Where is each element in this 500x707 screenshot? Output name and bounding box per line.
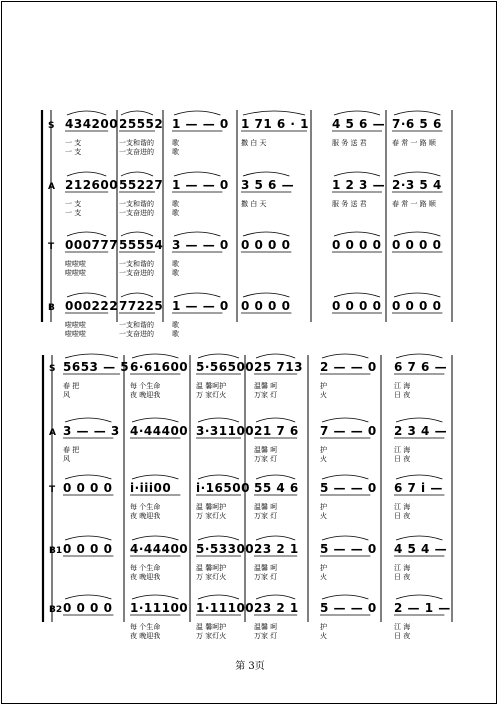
measure-notes: 55554 (119, 238, 164, 252)
lyric-text: 歌 (172, 148, 179, 156)
lyric-text: 万 家灯火 (196, 512, 227, 520)
measure-notes: 0 0 0 0 (392, 238, 442, 252)
measure-notes: 5 — — 0 (320, 542, 377, 556)
measure-notes: 5653 — 5 (63, 360, 130, 374)
measure-notes: 3·31100 (196, 424, 255, 438)
lyric-text: 护 (320, 503, 327, 511)
lyric-text: 歌 (172, 139, 179, 147)
measure-notes: 212600 (65, 178, 119, 192)
lyric-text: 火 (320, 632, 327, 640)
slur-arc (121, 111, 153, 115)
slur-arc (243, 232, 289, 236)
lyric-text: 春 把 (63, 382, 80, 390)
slur-arc (132, 418, 178, 422)
lyric-text: 夜 晚迎我 (130, 391, 161, 399)
measure-notes: 6·61600 (130, 360, 189, 374)
measure-notes: 3 — — 0 (172, 238, 229, 252)
lyric-text: 歌 (172, 321, 179, 329)
lyric-text: 温馨 呵 (254, 382, 278, 390)
measure-notes: 2·3 5 4 (392, 178, 442, 192)
lyric-text: 每 个生命 (130, 382, 161, 390)
part-label: T (49, 485, 56, 495)
lyric-text: 一 支 (65, 148, 82, 156)
lyric-text: 护 (320, 382, 327, 390)
lyric-text: 春 常 一 路 顺 (392, 139, 436, 147)
slur-arc (322, 595, 368, 599)
lyric-text: 护 (320, 564, 327, 572)
part-label: A (49, 428, 56, 438)
slur-arc (334, 111, 380, 115)
lyric-text: 每 个生命 (130, 623, 161, 631)
slur-arc (256, 354, 295, 358)
lyric-text: 温 馨呵护 (196, 503, 227, 511)
lyric-text: 服 务 送 君 (332, 200, 367, 208)
measure-notes: 1 — — 0 (172, 178, 229, 192)
measure-notes: 23 2 1 (254, 601, 299, 615)
page-number: 第 3页 (235, 661, 265, 672)
lyric-text: 温 馨呵护 (196, 382, 227, 390)
slur-arc (198, 595, 239, 599)
part-label: B1 (49, 546, 63, 556)
lyric-text: 撒 白 天 (241, 200, 267, 208)
slur-arc (67, 293, 106, 297)
slur-arc (334, 232, 380, 236)
lyric-text: 一 支 (65, 139, 82, 147)
lyric-text: 火 (320, 455, 327, 463)
slur-arc (174, 111, 220, 115)
measure-notes: 1 — — 0 (172, 117, 229, 131)
measure-notes: 55 4 6 (254, 481, 299, 495)
slur-arc (322, 418, 368, 422)
lyric-text: 一支和谐的 (119, 200, 154, 208)
measure-notes: 3 5 6 — (241, 178, 295, 192)
slur-arc (322, 475, 368, 479)
lyric-text: 一支和谐的 (119, 260, 154, 268)
lyric-text: 每 个生命 (130, 503, 161, 511)
slur-arc (65, 354, 118, 358)
lyric-text: 万家 灯 (254, 391, 278, 399)
slur-arc (174, 232, 220, 236)
lyric-text: 江 海 (394, 564, 411, 572)
lyric-text: 温馨 呵 (254, 446, 278, 454)
slur-arc (121, 293, 153, 297)
slur-arc (394, 232, 440, 236)
lyric-text: 江 海 (394, 446, 411, 454)
measure-notes: 7 — — 0 (320, 424, 377, 438)
lyric-text: 一支奋进的 (119, 330, 154, 338)
measure-notes: 2 — 1 — (394, 601, 451, 615)
measure-notes: 0 0 0 0 (332, 299, 382, 313)
slur-arc (256, 418, 295, 422)
measure-notes: 5 — — 0 (320, 601, 377, 615)
lyric-text: 一支奋进的 (119, 269, 154, 277)
measure-notes: 1 71 6 · 1 (241, 117, 310, 131)
measure-notes: 0 0 0 0 (332, 238, 382, 252)
measure-notes: 3 — — 3 (63, 424, 120, 438)
slur-arc (394, 111, 440, 115)
measure-notes: 2 — — 0 (320, 360, 377, 374)
measure-notes: 23 2 1 (254, 542, 299, 556)
measure-notes: i·iii00 (130, 481, 172, 495)
slur-arc (67, 172, 106, 176)
slur-arc (67, 111, 106, 115)
measure-notes: 55227 (119, 178, 164, 192)
lyric-text: 日 夜 (394, 632, 411, 640)
measure-notes: 1 — — 0 (172, 299, 229, 313)
measure-notes: 1·11100 (196, 601, 255, 615)
slur-arc (256, 475, 295, 479)
measure-notes: 4·44400 (130, 542, 189, 556)
slur-arc (394, 172, 440, 176)
lyric-text: 护 (320, 623, 327, 631)
part-label: B (48, 303, 55, 313)
lyric-text: 火 (320, 573, 327, 581)
measure-notes: 25552 (119, 117, 164, 131)
slur-arc (174, 293, 220, 297)
slur-arc (243, 172, 289, 176)
measure-notes: 0 0 0 0 (63, 481, 113, 495)
measure-notes: 0 0 0 0 (63, 542, 113, 556)
measure-notes: 000777 (65, 238, 119, 252)
slur-arc (65, 595, 111, 599)
part-label: T (48, 242, 55, 252)
lyric-text: 夜 晚迎我 (130, 632, 161, 640)
measure-notes: 21 7 6 (254, 424, 299, 438)
slur-arc (65, 475, 111, 479)
lyric-text: 歌 (172, 330, 179, 338)
slur-arc (132, 536, 178, 540)
measure-notes: 6 7 i — (394, 481, 443, 495)
lyric-text: 温馨 呵 (254, 503, 278, 511)
slur-arc (132, 475, 178, 479)
lyric-text: 风 (63, 391, 70, 399)
slur-arc (121, 232, 153, 236)
lyric-text: 温 馨呵护 (196, 623, 227, 631)
slur-arc (198, 418, 239, 422)
slur-arc (334, 172, 380, 176)
lyric-text: 歌 (172, 200, 179, 208)
slur-arc (198, 475, 239, 479)
slur-arc (198, 536, 239, 540)
slur-arc (396, 354, 442, 358)
lyric-text: 服 务 送 君 (332, 139, 367, 147)
lyric-text: 春 常 一 路 顺 (392, 200, 436, 208)
slur-arc (256, 536, 295, 540)
measure-notes: 000222 (65, 299, 119, 313)
slur-arc (396, 418, 442, 422)
lyric-text: 江 海 (394, 382, 411, 390)
lyric-text: 一 支 (65, 200, 82, 208)
measure-notes: 1·11100 (130, 601, 189, 615)
lyric-text: 啦啦啦 (65, 260, 86, 268)
lyric-text: 万家 灯 (254, 512, 278, 520)
lyric-text: 万家 灯 (254, 573, 278, 581)
measure-notes: 77225 (119, 299, 164, 313)
lyric-text: 温馨 呵 (254, 564, 278, 572)
slur-arc (322, 536, 368, 540)
slur-arc (243, 293, 289, 297)
lyric-text: 歌 (172, 209, 179, 217)
part-label: B2 (49, 605, 63, 615)
slur-arc (396, 595, 442, 599)
measure-notes: 4·44400 (130, 424, 189, 438)
slur-arc (198, 354, 239, 358)
measure-notes: 0 0 0 0 (63, 601, 113, 615)
measure-notes: 4 5 4 — (394, 542, 448, 556)
slur-arc (396, 536, 442, 540)
slur-arc (396, 475, 442, 479)
lyric-text: 万 家灯火 (196, 391, 227, 399)
part-label: S (49, 364, 56, 374)
measure-notes: 4 5 6 — (332, 117, 386, 131)
lyric-text: 温馨 呵 (254, 623, 278, 631)
measure-notes: 6 7 6 — (394, 360, 448, 374)
lyric-text: 啦啦啦 (65, 269, 86, 277)
lyric-text: 万家 灯 (254, 632, 278, 640)
lyric-text: 万 家灯火 (196, 573, 227, 581)
lyric-text: 日 夜 (394, 391, 411, 399)
lyric-text: 夜 晚迎我 (130, 512, 161, 520)
lyric-text: 歌 (172, 269, 179, 277)
lyric-text: 一支奋进的 (119, 209, 154, 217)
slur-arc (132, 595, 178, 599)
lyric-text: 一 支 (65, 209, 82, 217)
lyric-text: 温 馨呵护 (196, 564, 227, 572)
measure-notes: 5 — — 0 (320, 481, 377, 495)
lyric-text: 歌 (172, 260, 179, 268)
lyric-text: 万家 灯 (254, 455, 278, 463)
slur-arc (243, 111, 305, 115)
measure-notes: 5·53300 (196, 542, 255, 556)
slur-arc (67, 232, 106, 236)
lyric-text: 啦啦啦 (65, 330, 86, 338)
lyric-text: 撒 白 天 (241, 139, 267, 147)
measure-notes: 2 3 4 — (394, 424, 448, 438)
measure-notes: i·16500 (196, 481, 250, 495)
slur-arc (65, 536, 111, 540)
measure-notes: 5·56500 (196, 360, 255, 374)
lyric-text: 江 海 (394, 503, 411, 511)
lyric-text: 风 (63, 455, 70, 463)
slur-arc (174, 172, 220, 176)
lyric-text: 夜 晚迎我 (130, 573, 161, 581)
measure-notes: 7·6 5 6 (392, 117, 442, 131)
lyric-text: 一支和谐的 (119, 139, 154, 147)
lyric-text: 一支奋进的 (119, 148, 154, 156)
lyric-text: 日 夜 (394, 512, 411, 520)
lyric-text: 日 夜 (394, 573, 411, 581)
part-label: A (48, 182, 55, 192)
lyric-text: 日 夜 (394, 455, 411, 463)
lyric-text: 护 (320, 446, 327, 454)
part-label: S (48, 121, 55, 131)
slur-arc (322, 354, 368, 358)
slur-arc (334, 293, 380, 297)
slur-arc (65, 418, 111, 422)
lyric-text: 啦啦啦 (65, 321, 86, 329)
measure-notes: 25 713 (254, 360, 303, 374)
measure-notes: 0 0 0 0 (241, 299, 291, 313)
measure-notes: 0 0 0 0 (241, 238, 291, 252)
lyric-text: 春 把 (63, 446, 80, 454)
lyric-text: 火 (320, 512, 327, 520)
measure-notes: 1 2 3 — (332, 178, 386, 192)
measure-notes: 434200 (65, 117, 119, 131)
lyric-text: 万 家灯火 (196, 632, 227, 640)
measure-notes: 0 0 0 0 (392, 299, 442, 313)
slur-arc (394, 293, 440, 297)
slur-arc (121, 172, 153, 176)
lyric-text: 每 个生命 (130, 564, 161, 572)
lyric-text: 一支和谐的 (119, 321, 154, 329)
slur-arc (132, 354, 178, 358)
lyric-text: 江 海 (394, 623, 411, 631)
lyric-text: 火 (320, 391, 327, 399)
slur-arc (256, 595, 295, 599)
